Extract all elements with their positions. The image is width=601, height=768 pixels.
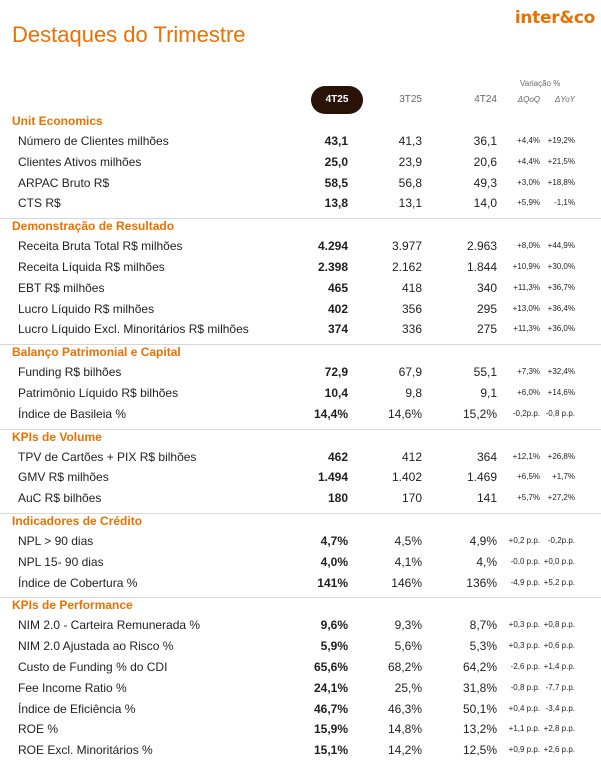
header-qoq: ΔQoQ	[517, 95, 540, 104]
variation-yoy: +27,2%	[547, 493, 575, 503]
table-row	[0, 257, 601, 278]
value-previous: 412	[401, 449, 422, 464]
row-label: Funding R$ bilhões	[18, 365, 122, 380]
value-current: 462	[327, 449, 348, 464]
value-year-ago: 12,5%	[462, 743, 497, 758]
value-current: 402	[327, 301, 348, 316]
value-previous: 5,6%	[394, 639, 422, 654]
variation-qoq: +8,0%	[517, 241, 540, 251]
variation-yoy: +0,8 p.p.	[543, 620, 575, 630]
row-label: TPV de Cartões + PIX R$ bilhões	[18, 449, 197, 464]
section-title: Unit Economics	[12, 114, 103, 128]
value-year-ago: 136%	[466, 575, 497, 590]
value-current: 15,1%	[313, 743, 348, 758]
value-current: 9,6%	[320, 618, 348, 633]
variation-yoy: -7,7 p.p.	[545, 682, 575, 692]
table-row	[0, 740, 601, 761]
value-previous: 146%	[391, 575, 422, 590]
value-previous: 1.402	[391, 470, 422, 485]
value-previous: 68,2%	[387, 659, 422, 674]
variation-yoy: +32,4%	[547, 367, 575, 377]
variation-qoq: -0,0 p.p.	[510, 556, 540, 566]
value-current: 4,0%	[320, 554, 348, 569]
section-title: KPIs de Volume	[12, 429, 102, 444]
value-current: 1.494	[317, 470, 348, 485]
table-row	[0, 299, 601, 320]
table-row	[0, 362, 601, 383]
header-year-ago-quarter: 4T24	[474, 94, 497, 105]
variation-qoq: +12,1%	[512, 451, 540, 461]
section-title: KPIs de Performance	[12, 598, 133, 613]
highlights-table	[0, 114, 601, 765]
table-row	[0, 152, 601, 173]
column-header-row	[0, 86, 601, 114]
variation-yoy: +2,6 p.p.	[543, 745, 575, 755]
header-yoy: ΔYoY	[554, 95, 575, 104]
table-row	[0, 131, 601, 152]
variation-qoq: +5,9%	[517, 198, 540, 208]
variation-qoq: +6,5%	[517, 472, 540, 482]
variation-yoy: +14,6%	[547, 387, 575, 397]
table-row	[0, 531, 601, 552]
value-current: 2.398	[317, 259, 348, 274]
section-title: Indicadores de Crédito	[12, 513, 143, 528]
value-year-ago: 9,1	[480, 385, 497, 400]
variation-yoy: +36,7%	[547, 282, 575, 292]
table-row	[0, 573, 601, 594]
header-previous-quarter: 3T25	[399, 94, 422, 105]
row-label: Lucro Líquido R$ milhões	[18, 301, 155, 316]
variation-yoy: +21,5%	[547, 156, 575, 166]
section	[0, 513, 601, 597]
value-year-ago: 50,1%	[462, 701, 497, 716]
row-label: Receita Bruta Total R$ milhões	[18, 239, 183, 254]
variation-qoq: -2,6 p.p.	[510, 661, 540, 671]
variation-qoq: +0,3 p.p.	[508, 641, 540, 651]
value-previous: 41,3	[398, 134, 422, 148]
row-label: Custo de Funding % do CDI	[18, 659, 168, 674]
variation-qoq: +10,9%	[512, 261, 540, 271]
value-current: 58,5	[324, 175, 348, 190]
table-row	[0, 193, 601, 214]
row-label: NPL 15- 90 dias	[18, 554, 104, 569]
value-current: 13,8	[324, 196, 348, 211]
value-current: 465	[327, 280, 348, 295]
page-title: Destaques do Trimestre	[12, 22, 246, 47]
value-year-ago: 364	[476, 449, 497, 464]
value-previous: 9,8	[405, 385, 422, 400]
section-title: Demonstração de Resultado	[12, 219, 175, 234]
value-year-ago: 36,1	[473, 134, 497, 148]
row-label: NIM 2.0 Ajustada ao Risco %	[18, 639, 174, 654]
value-current: 4,7%	[320, 533, 348, 548]
variation-qoq: -0,8 p.p.	[510, 682, 540, 692]
table-row	[0, 699, 601, 720]
row-label: Fee Income Ratio %	[18, 680, 127, 695]
variation-qoq: +5,7%	[517, 493, 540, 503]
row-label: ROE Excl. Minoritários %	[18, 743, 153, 758]
section	[0, 429, 601, 513]
table-row	[0, 657, 601, 678]
table-row	[0, 678, 601, 699]
row-label: ROE %	[18, 722, 59, 737]
value-current: 24,1%	[313, 680, 348, 695]
table-row	[0, 719, 601, 740]
variation-qoq: +13,0%	[512, 303, 540, 313]
value-previous: 2.162	[391, 259, 422, 274]
table-row	[0, 383, 601, 404]
value-year-ago: 64,2%	[462, 659, 497, 674]
value-previous: 67,9	[398, 365, 422, 380]
variation-yoy: -1,1%	[554, 198, 575, 208]
variation-yoy: +18,8%	[547, 177, 575, 187]
row-label: Receita Líquida R$ milhões	[18, 259, 165, 274]
variation-yoy: +5,2 p.p.	[543, 577, 575, 587]
section-title: Balanço Patrimonial e Capital	[12, 345, 181, 360]
row-label: Número de Clientes milhões	[18, 134, 169, 148]
value-year-ago: 1.844	[466, 259, 497, 274]
variation-qoq: +4,4%	[517, 136, 540, 145]
row-label: AuC R$ bilhões	[18, 491, 102, 506]
value-previous: 9,3%	[394, 618, 422, 633]
variation-yoy: +36,4%	[547, 303, 575, 313]
variation-yoy: -0,2p.p.	[547, 535, 575, 545]
variation-yoy: +19,2%	[547, 136, 575, 145]
variation-qoq: +0,3 p.p.	[508, 620, 540, 630]
table-row	[0, 173, 601, 194]
value-current: 141%	[317, 575, 348, 590]
table-row	[0, 552, 601, 573]
value-previous: 14,6%	[387, 406, 422, 421]
value-current: 72,9	[324, 365, 348, 380]
table-row	[0, 615, 601, 636]
value-current: 25,0	[324, 154, 348, 169]
table-row	[0, 488, 601, 509]
value-current: 374	[327, 322, 348, 337]
value-year-ago: 31,8%	[462, 680, 497, 695]
row-label: Clientes Ativos milhões	[18, 154, 142, 169]
value-previous: 25,%	[394, 680, 422, 695]
table-row	[0, 636, 601, 657]
value-previous: 14,8%	[387, 722, 422, 737]
variation-qoq: +4,4%	[517, 156, 540, 166]
variation-yoy: +36,0%	[547, 324, 575, 334]
value-year-ago: 14,0	[473, 196, 497, 211]
header-current-quarter: 4T25	[311, 86, 363, 114]
value-previous: 3.977	[391, 239, 422, 254]
value-year-ago: 13,2%	[462, 722, 497, 737]
value-year-ago: 49,3	[473, 175, 497, 190]
value-previous: 23,9	[398, 154, 422, 169]
section	[0, 114, 601, 218]
row-label: ARPAC Bruto R$	[18, 175, 110, 190]
value-previous: 336	[401, 322, 422, 337]
row-label: Índice de Cobertura %	[18, 575, 138, 590]
value-current: 10,4	[324, 385, 348, 400]
value-current: 15,9%	[313, 722, 348, 737]
variation-qoq: +11,3%	[513, 324, 540, 334]
variation-qoq: +3,0%	[517, 177, 540, 187]
value-year-ago: 4,9%	[469, 533, 497, 548]
value-previous: 56,8	[398, 175, 422, 190]
value-previous: 170	[401, 491, 422, 506]
row-label: Patrimônio Líquido R$ bilhões	[18, 385, 179, 400]
variation-qoq: +7,3%	[517, 367, 540, 377]
variation-qoq: +6,0%	[517, 387, 540, 397]
variation-qoq: -0,2p.p.	[512, 408, 540, 418]
section	[0, 344, 601, 428]
variation-yoy: +30,0%	[547, 261, 575, 271]
value-year-ago: 55,1	[473, 365, 497, 380]
variation-yoy: -3,4 p.p.	[545, 703, 575, 713]
row-label: Índice de Basileia %	[18, 406, 127, 421]
value-year-ago: 15,2%	[462, 406, 497, 421]
table-row	[0, 447, 601, 468]
section	[0, 597, 601, 765]
value-year-ago: 2.963	[466, 239, 497, 254]
value-year-ago: 295	[476, 301, 497, 316]
variation-yoy: +44,9%	[547, 241, 575, 251]
value-current: 65,6%	[313, 659, 348, 674]
value-year-ago: 20,6	[473, 154, 497, 169]
row-label: Índice de Eficiência %	[18, 701, 136, 716]
value-year-ago: 4,%	[476, 554, 497, 569]
value-current: 5,9%	[320, 639, 348, 654]
variation-yoy: +26,8%	[547, 451, 575, 461]
variation-yoy: +0,0 p.p.	[543, 556, 575, 566]
row-label: EBT R$ milhões	[18, 280, 105, 295]
value-previous: 356	[401, 301, 422, 316]
table-row	[0, 236, 601, 257]
row-label: Lucro Líquido Excl. Minoritários R$ milhões	[18, 322, 249, 337]
variation-yoy: +1,7%	[552, 472, 575, 482]
table-row	[0, 319, 601, 340]
table-row	[0, 278, 601, 299]
value-current: 14,4%	[313, 406, 348, 421]
variation-qoq: +0,2 p.p.	[508, 535, 540, 545]
value-year-ago: 141	[476, 491, 497, 506]
row-label: NIM 2.0 - Carteira Remunerada %	[18, 618, 201, 633]
row-label: NPL > 90 dias	[18, 533, 94, 548]
variation-qoq: -4,9 p.p.	[510, 577, 540, 587]
value-current: 43,1	[324, 134, 348, 148]
value-current: 4.294	[317, 239, 348, 254]
variation-label: Variação %	[520, 79, 561, 88]
table-row	[0, 467, 601, 488]
value-current: 46,7%	[313, 701, 348, 716]
row-label: GMV R$ milhões	[18, 470, 109, 485]
value-previous: 14,2%	[387, 743, 422, 758]
variation-qoq: +0,9 p.p.	[508, 745, 540, 755]
value-previous: 13,1	[398, 196, 422, 211]
value-current: 180	[327, 491, 348, 506]
variation-yoy: -0,8 p.p.	[545, 408, 575, 418]
section	[0, 218, 601, 344]
table-row	[0, 404, 601, 425]
value-previous: 418	[401, 280, 422, 295]
value-year-ago: 8,7%	[469, 618, 497, 633]
value-previous: 4,5%	[394, 533, 422, 548]
row-label: CTS R$	[18, 196, 61, 211]
variation-yoy: +0,6 p.p.	[543, 641, 575, 651]
value-year-ago: 275	[476, 322, 497, 337]
variation-qoq: +1,1 p.p.	[508, 724, 540, 734]
value-year-ago: 340	[476, 280, 497, 295]
value-previous: 46,3%	[387, 701, 422, 716]
variation-qoq: +0,4 p.p.	[508, 703, 540, 713]
variation-qoq: +11,3%	[513, 282, 540, 292]
variation-yoy: +2,8 p.p.	[543, 724, 575, 734]
value-year-ago: 5,3%	[469, 639, 497, 654]
company-logo: inter&co	[514, 8, 595, 28]
variation-yoy: +1,4 p.p.	[543, 661, 575, 671]
value-previous: 4,1%	[394, 554, 422, 569]
value-year-ago: 1.469	[466, 470, 497, 485]
